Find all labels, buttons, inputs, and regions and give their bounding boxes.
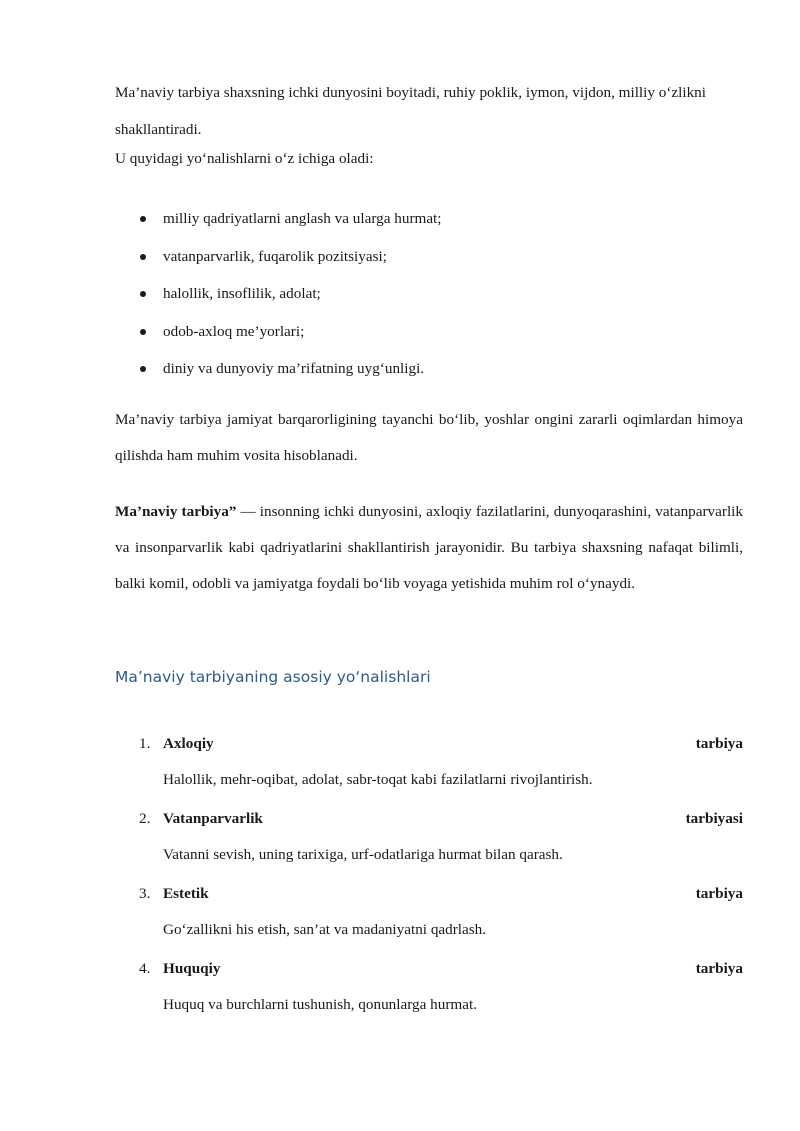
bullet-list	[115, 200, 743, 388]
direction-word: tarbiya	[695, 885, 743, 902]
bullet-icon	[140, 291, 146, 297]
bullet-icon	[140, 329, 146, 335]
list-item: vatanparvarlik, fuqarolik pozitsiyasi;	[115, 238, 743, 276]
item-number: 1.	[139, 735, 151, 752]
paragraph-definition	[115, 494, 743, 602]
intro-line-2: shakllantiradi.	[115, 121, 202, 138]
intro-lead-in: U quyidagi yo‘nalishlarni o‘z ichiga oladi:	[115, 150, 374, 167]
direction-description: Halollik, mehr-oqibat, adolat, sabr-toqat kabi fazilatlarni rivojlantirish.	[163, 771, 593, 788]
list-item: diniy va dunyoviy ma’rifatning uyg‘unligi.	[115, 350, 743, 388]
direction-item	[115, 725, 743, 800]
direction-word: tarbiya	[695, 735, 743, 752]
direction-name: Huquqiy	[163, 960, 221, 977]
direction-name: Axloqiy	[163, 735, 214, 752]
direction-description: Vatanni sevish, uning tarixiga, urf-odatlariga hurmat bilan qarash.	[163, 846, 563, 863]
intro-paragraph	[115, 74, 743, 148]
direction-item	[115, 800, 743, 875]
bullet-icon	[140, 254, 146, 260]
definition-text: — insonning ichki dunyosini, axloqiy fazilatlarini, dunyoqarashini, vatanparvarlik va insonparvarlik kabi qadriyatlarini shakllantirish jarayonidir. Bu tarbiya shaxsning nafaqat bilimli, balki komil, odobli va jamiyatga foydali bo‘lib voyaga yetishida muhim rol o‘ynaydi.	[115, 503, 743, 592]
direction-word: tarbiyasi	[685, 810, 743, 827]
direction-word: tarbiya	[695, 960, 743, 977]
direction-name: Vatanparvarlik	[163, 810, 263, 827]
section-heading: Ma’naviy tarbiyaning asosiy yo‘nalishlari	[115, 668, 431, 686]
item-number: 4.	[139, 960, 151, 977]
item-number: 2.	[139, 810, 151, 827]
list-item: odob-axloq me’yorlari;	[115, 313, 743, 351]
direction-description: Huquq va burchlarni tushunish, qonunlarga hurmat.	[163, 996, 477, 1013]
direction-item	[115, 875, 743, 950]
directions-list	[115, 725, 743, 1025]
list-item: halollik, insoflilik, adolat;	[115, 275, 743, 313]
direction-description: Go‘zallikni his etish, san’at va madaniyatni qadrlash.	[163, 921, 487, 938]
list-item: milliy qadriyatlarni anglash va ularga hurmat;	[115, 200, 743, 238]
definition-term: Ma’naviy tarbiya”	[115, 503, 237, 520]
item-number: 3.	[139, 885, 151, 902]
direction-name: Estetik	[163, 885, 209, 902]
bullet-icon	[140, 366, 146, 372]
paragraph-significance: Ma’naviy tarbiya jamiyat barqarorligining tayanchi bo‘lib, yoshlar ongini zararli oqimlardan himoya qilishda ham muhim vosita hisoblanadi.	[115, 411, 743, 464]
bullet-icon	[140, 216, 146, 222]
direction-item	[115, 950, 743, 1025]
intro-line-1: Ma’naviy tarbiya shaxsning ichki dunyosini boyitadi, ruhiy poklik, iymon, vijdon, milliy o‘zlikni	[115, 84, 706, 101]
